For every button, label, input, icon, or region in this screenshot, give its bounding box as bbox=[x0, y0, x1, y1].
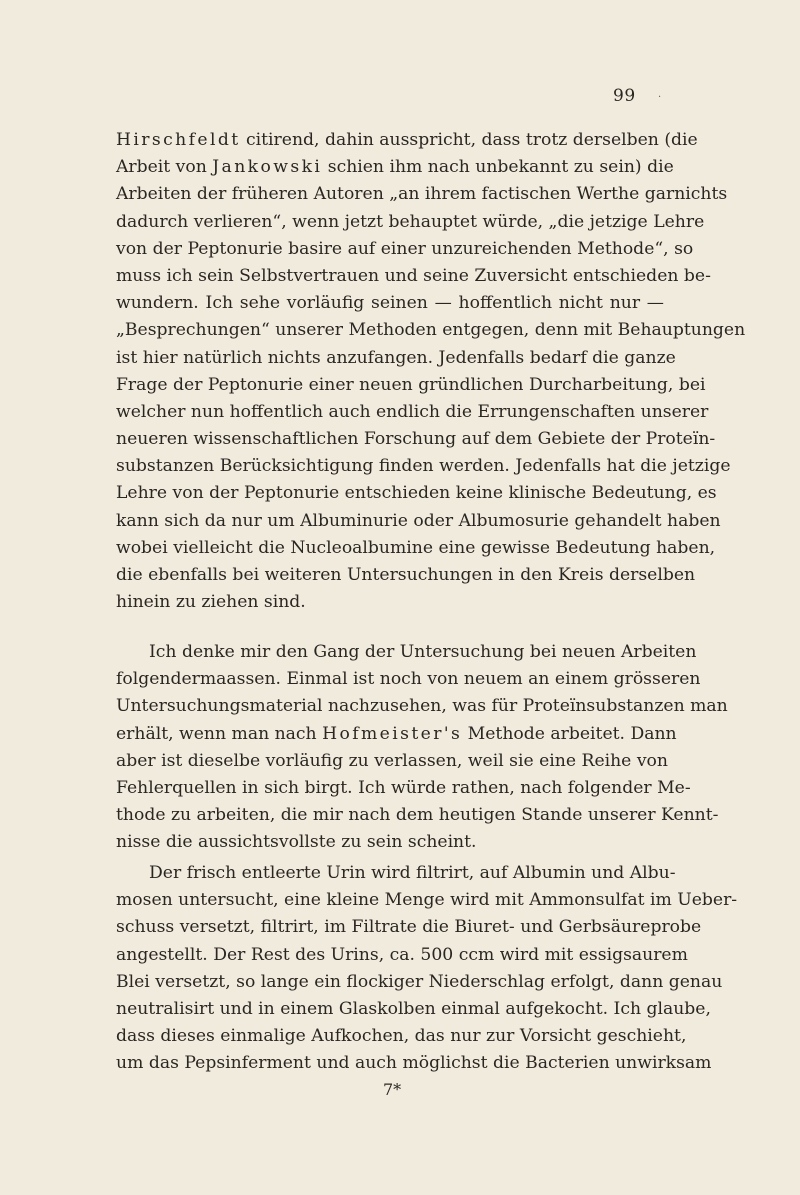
text-run: Der frisch entleerte Urin wird filtrirt, auf Albumin und Albu- bbox=[149, 863, 676, 883]
text-line bbox=[116, 562, 696, 589]
text-line bbox=[116, 209, 705, 236]
text-run: um das Pepsinferment und auch möglichst die Bacterien unwirksam bbox=[116, 1053, 712, 1074]
text-line bbox=[116, 372, 706, 399]
text-line bbox=[116, 317, 746, 344]
paragraph-3 bbox=[116, 860, 738, 1078]
page-number: 99 bbox=[613, 86, 636, 106]
text-run: Blei versetzt, so lange ein flockiger Niederschlag erfolgt, dann genau bbox=[116, 971, 723, 992]
text-line bbox=[116, 829, 664, 856]
text-run: von der Peptonurie basire auf einer unzureichenden Methode“, so bbox=[116, 238, 694, 259]
text-run: kann sich da nur um Albuminurie oder Albumosurie gehandelt haben bbox=[116, 510, 721, 531]
text-run: Arbeit von bbox=[116, 157, 213, 178]
text-run: Methode arbeitet. Dann bbox=[462, 723, 677, 744]
text-line bbox=[116, 508, 721, 535]
text-line bbox=[116, 887, 738, 914]
author-name: Hofmeister's bbox=[322, 723, 463, 744]
text-run: Arbeiten der früheren Autoren „an ihrem factischen Werthe garnichts bbox=[116, 184, 728, 205]
text-run: substanzen Berücksichtigung finden werden. Jedenfalls hat die jetzige bbox=[116, 456, 731, 477]
text-line bbox=[116, 721, 677, 748]
text-run: Untersuchungsmaterial nachzusehen, was für Proteïnsubstanzen man bbox=[116, 696, 728, 717]
text-line bbox=[116, 666, 701, 693]
text-run: dass dieses einmalige Aufkochen, das nur zur Vorsicht geschieht, bbox=[116, 1026, 687, 1047]
page-mark: · bbox=[658, 92, 662, 103]
text-line bbox=[116, 290, 664, 317]
signature-mark: 7* bbox=[383, 1080, 402, 1099]
text-line bbox=[116, 345, 676, 372]
text-line bbox=[116, 480, 717, 507]
paragraph-1 bbox=[116, 127, 746, 616]
text-run: aber ist dieselbe vorläufig zu verlassen, weil sie eine Reihe von bbox=[116, 750, 668, 771]
author-name: Jankowski bbox=[212, 157, 323, 178]
text-run: schien ihm nach unbekannt zu sein) die bbox=[322, 157, 674, 178]
text-run: Frage der Peptonurie einer neuen gründlichen Durcharbeitung, bei bbox=[116, 374, 706, 395]
text-run: erhält, wenn man nach bbox=[116, 723, 323, 744]
text-run: mosen untersucht, eine kleine Menge wird mit Ammonsulfat im Ueber- bbox=[116, 890, 738, 911]
text-line bbox=[116, 969, 723, 996]
text-line bbox=[116, 775, 691, 802]
text-line bbox=[116, 748, 668, 775]
text-line bbox=[116, 453, 731, 480]
text-run: neutralisirt und in einem Glaskolben einmal aufgekocht. Ich glaube, bbox=[116, 998, 711, 1019]
text-run: nisse die aussichtsvollste zu sein scheint. bbox=[116, 832, 477, 853]
text-line bbox=[116, 399, 709, 426]
text-run: Lehre von der Peptonurie entschieden keine klinische Bedeutung, es bbox=[116, 483, 717, 504]
text-run: thode zu arbeiten, die mir nach dem heutigen Stande unserer Kennt- bbox=[116, 805, 719, 826]
text-line bbox=[116, 127, 698, 154]
text-run: muss ich sein Selbstvertrauen und seine Zuversicht entschieden be- bbox=[116, 265, 711, 286]
text-line bbox=[116, 860, 676, 887]
text-line bbox=[116, 589, 664, 616]
paragraph-2 bbox=[116, 639, 728, 857]
text-line bbox=[116, 639, 697, 666]
text-run: wobei vielleicht die Nucleoalbumine eine gewisse Bedeutung haben, bbox=[116, 537, 716, 558]
text-line bbox=[116, 942, 688, 969]
text-run: angestellt. Der Rest des Urins, ca. 500 ccm wird mit essigsaurem bbox=[116, 944, 688, 965]
text-run: die ebenfalls bei weiteren Untersuchungen in den Kreis derselben bbox=[116, 565, 696, 585]
text-line bbox=[116, 1023, 687, 1050]
text-line bbox=[116, 914, 702, 941]
text-line bbox=[116, 426, 716, 453]
text-run: hinein zu ziehen sind. bbox=[116, 592, 306, 613]
text-line bbox=[116, 263, 711, 290]
text-run: Fehlerquellen in sich birgt. Ich würde rathen, nach folgender Me- bbox=[116, 777, 691, 798]
author-name: Hirschfeldt bbox=[116, 130, 241, 150]
text-line bbox=[116, 802, 719, 829]
text-run: dadurch verlieren“, wenn jetzt behauptet würde, „die jetzige Lehre bbox=[116, 211, 705, 232]
text-line bbox=[116, 181, 728, 208]
text-run: folgendermaassen. Einmal ist noch von neuem an einem grösseren bbox=[116, 669, 701, 690]
text-run: neueren wissenschaftlichen Forschung auf dem Gebiete der Proteïn- bbox=[116, 429, 716, 450]
text-line bbox=[116, 154, 674, 181]
text-run: wundern. Ich sehe vorläufig seinen — hoffentlich nicht nur — bbox=[116, 293, 664, 314]
text-run: „Besprechungen“ unserer Methoden entgegen, denn mit Behauptungen bbox=[116, 320, 746, 341]
text-line bbox=[116, 996, 711, 1023]
text-line bbox=[116, 535, 716, 562]
text-line bbox=[116, 693, 728, 720]
text-line bbox=[116, 236, 694, 263]
text-run: citirend, dahin ausspricht, dass trotz derselben (die bbox=[240, 130, 698, 150]
text-run: ist hier natürlich nichts anzufangen. Jedenfalls bedarf die ganze bbox=[116, 347, 676, 368]
text-run: welcher nun hoffentlich auch endlich die Errungenschaften unserer bbox=[116, 401, 709, 422]
text-run: Ich denke mir den Gang der Untersuchung bei neuen Arbeiten bbox=[149, 642, 697, 662]
text-line bbox=[116, 1050, 712, 1077]
text-run: schuss versetzt, filtrirt, im Filtrate die Biuret- und Gerbsäureprobe bbox=[116, 917, 702, 938]
